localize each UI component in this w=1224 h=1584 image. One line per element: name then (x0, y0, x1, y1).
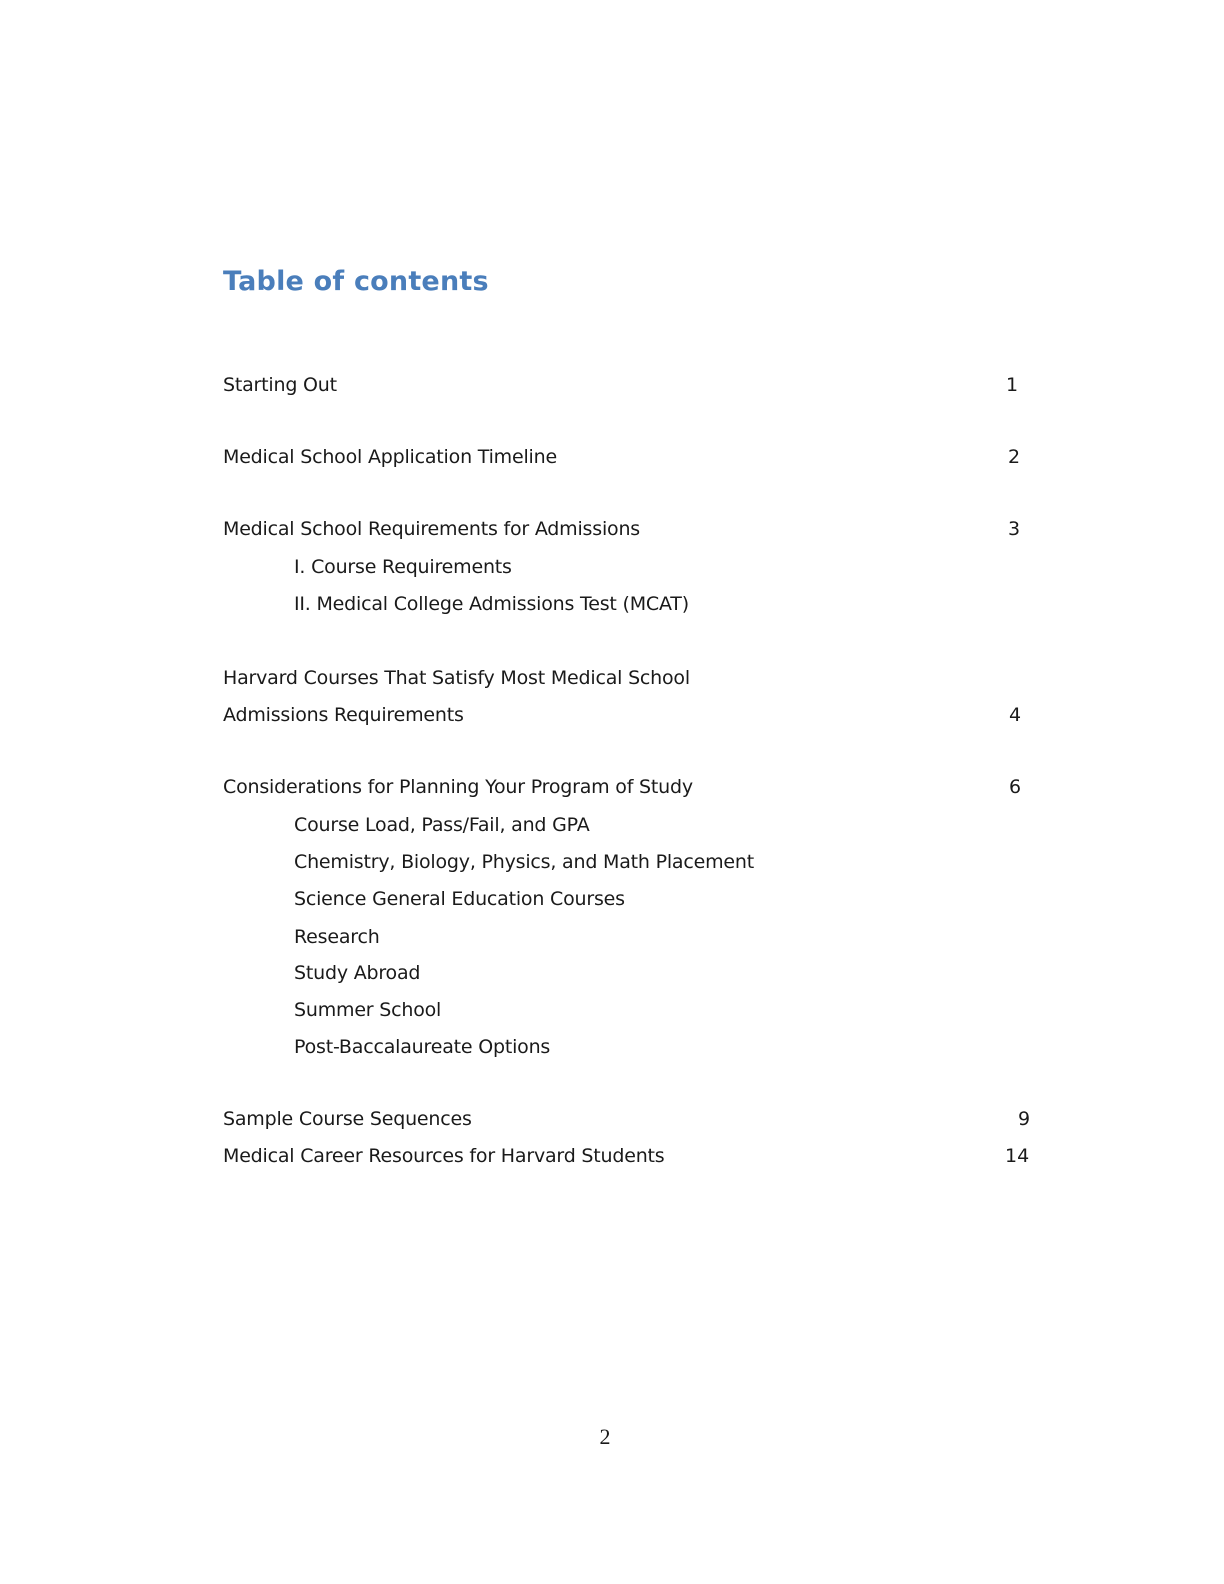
toc-subentry-research: Research (294, 926, 380, 948)
toc-entry-sample-sequences: Sample Course Sequences (223, 1108, 472, 1130)
toc-page-starting-out: 1 (1006, 374, 1019, 396)
toc-page-timeline: 2 (1008, 446, 1021, 468)
toc-page-sample-sequences: 9 (1018, 1108, 1031, 1130)
toc-subentry-mcat: II. Medical College Admissions Test (MCAT) (294, 593, 689, 615)
toc-entry-timeline: Medical School Application Timeline (223, 446, 557, 468)
toc-entry-harvard-courses-line1: Harvard Courses That Satisfy Most Medical School (223, 667, 690, 689)
toc-page-career-resources: 14 (1005, 1145, 1030, 1167)
toc-subentry-gen-ed: Science General Education Courses (294, 888, 625, 910)
toc-entry-starting-out: Starting Out (223, 374, 337, 396)
toc-page-considerations: 6 (1009, 776, 1022, 798)
page-title: Table of contents (223, 266, 489, 297)
toc-subentry-summer-school: Summer School (294, 999, 442, 1021)
toc-subentry-post-bacc: Post-Baccalaureate Options (294, 1036, 551, 1058)
toc-subentry-course-requirements: I. Course Requirements (294, 556, 512, 578)
toc-entry-considerations: Considerations for Planning Your Program of Study (223, 776, 693, 798)
toc-entry-career-resources: Medical Career Resources for Harvard Students (223, 1145, 665, 1167)
toc-page-requirements: 3 (1008, 518, 1021, 540)
toc-entry-harvard-courses-line2: Admissions Requirements (223, 704, 464, 726)
toc-page-harvard-courses: 4 (1009, 704, 1022, 726)
toc-subentry-course-load: Course Load, Pass/Fail, and GPA (294, 814, 590, 836)
toc-subentry-placement: Chemistry, Biology, Physics, and Math Placement (294, 851, 754, 873)
page-number: 2 (599, 1424, 611, 1449)
toc-subentry-study-abroad: Study Abroad (294, 962, 421, 984)
toc-entry-requirements: Medical School Requirements for Admissions (223, 518, 640, 540)
